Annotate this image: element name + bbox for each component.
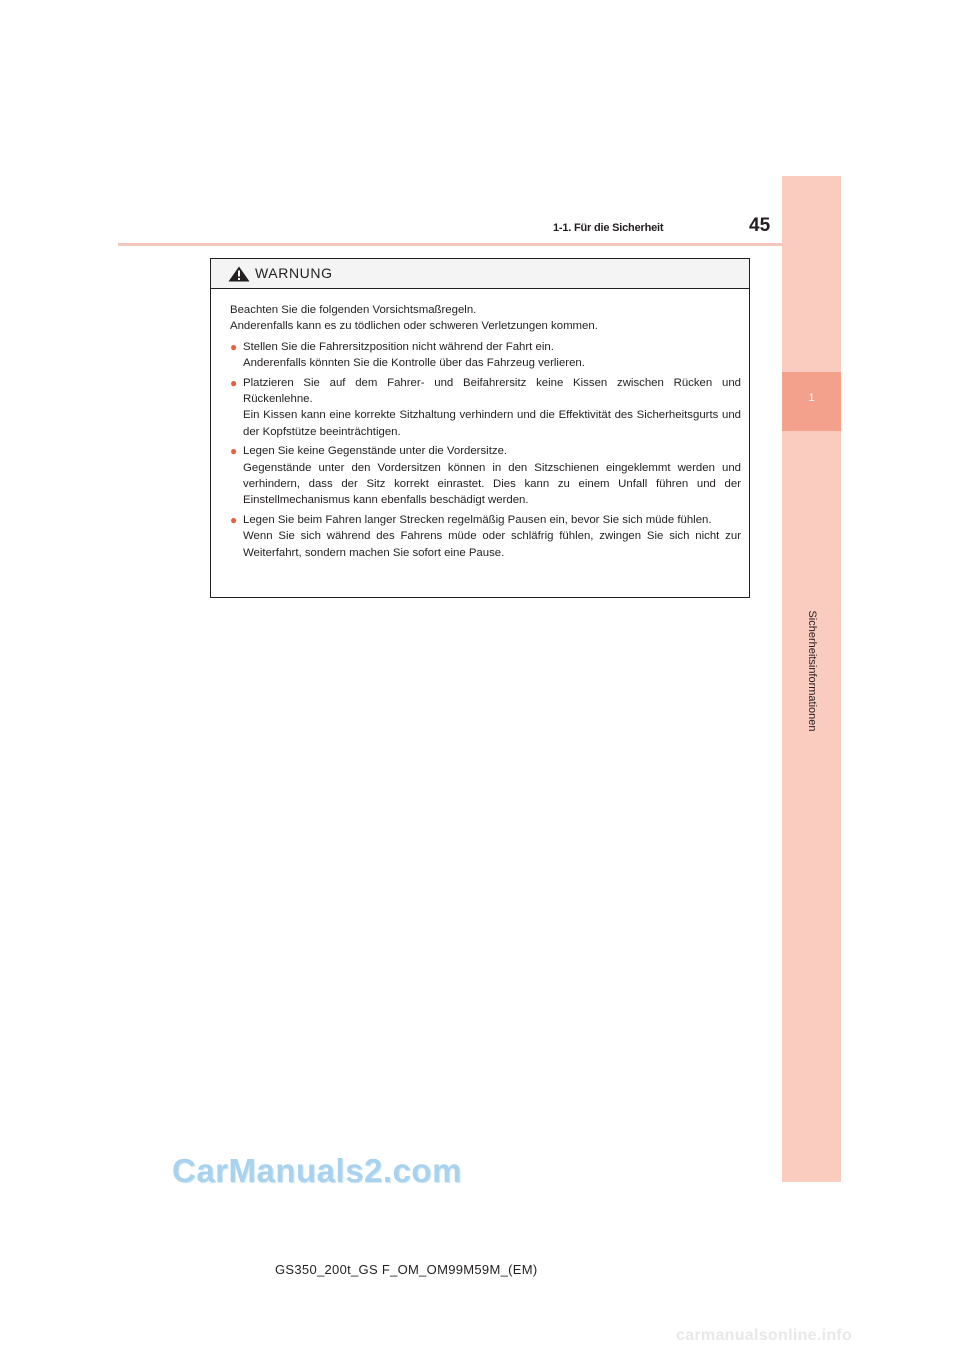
warning-intro-line: Anderenfalls kann es zu tödlichen oder schweren Verletzungen kommen. bbox=[230, 320, 598, 333]
list-item-lead: Legen Sie beim Fahren langer Strecken regelmäßig Pausen ein, bevor Sie sich müde fühlen. bbox=[243, 513, 712, 526]
warning-list bbox=[230, 339, 741, 561]
warning-triangle-icon bbox=[228, 266, 250, 282]
warning-intro bbox=[230, 302, 741, 335]
bullet-icon: ● bbox=[230, 444, 238, 459]
list-item bbox=[230, 443, 741, 509]
list-item bbox=[230, 339, 741, 372]
list-item-detail: Wenn Sie sich während des Fahrens müde oder schläfrig fühlen, zwingen Sie sich nicht zur Weiterfahrt, sondern machen Sie sofort eine Pause. bbox=[243, 530, 741, 559]
chapter-side-tab bbox=[782, 176, 841, 1182]
list-item-detail: Gegenstände unter den Vordersitzen können in den Sitzschienen eingeklemmt werden und verhindern, dass der Sitz korrekt einrastet. Dies kann zu einem Unfall führen und der Einstellmechanismus kann ebenfalls beschädigt werden. bbox=[243, 461, 741, 507]
list-item bbox=[230, 512, 741, 561]
warning-title: WARNUNG bbox=[255, 265, 333, 281]
warning-intro-line: Beachten Sie die folgenden Vorsichtsmaßregeln. bbox=[230, 304, 477, 316]
watermark-logo: CarManuals2.com bbox=[172, 1152, 462, 1189]
chapter-label-text: Sicherheitsinformationen bbox=[805, 610, 818, 732]
bullet-icon: ● bbox=[230, 512, 238, 527]
chapter-label bbox=[782, 586, 841, 756]
list-item bbox=[230, 375, 741, 441]
watermark-footer: carmanualsonline.info bbox=[676, 1327, 853, 1344]
chapter-number: 1 bbox=[782, 372, 841, 431]
warning-body bbox=[211, 289, 749, 561]
page-number: 45 bbox=[749, 215, 771, 236]
warning-box bbox=[210, 258, 750, 598]
list-item-lead: Legen Sie keine Gegenstände unter die Vordersitze. bbox=[243, 445, 508, 458]
bullet-icon: ● bbox=[230, 339, 238, 354]
list-item-detail: Ein Kissen kann eine korrekte Sitzhaltung verhindern und die Effektivität des Sicherheitsgurts und der Kopfstütze beeinträchtigen. bbox=[243, 409, 741, 438]
list-item-lead: Stellen Sie die Fahrersitzposition nicht während der Fahrt ein. bbox=[243, 340, 554, 353]
bullet-icon: ● bbox=[230, 375, 238, 390]
footer-model-code: GS350_200t_GS F_OM_OM99M59M_(EM) bbox=[275, 1262, 538, 1277]
section-title: 1-1. Für die Sicherheit bbox=[553, 222, 664, 234]
list-item-detail: Anderenfalls könnten Sie die Kontrolle über das Fahrzeug verlieren. bbox=[243, 357, 585, 370]
warning-header bbox=[211, 259, 749, 289]
list-item-lead: Platzieren Sie auf dem Fahrer- und Beifahrersitz keine Kissen zwischen Rücken und Rückenlehne. bbox=[243, 376, 741, 406]
header-divider bbox=[118, 243, 840, 246]
